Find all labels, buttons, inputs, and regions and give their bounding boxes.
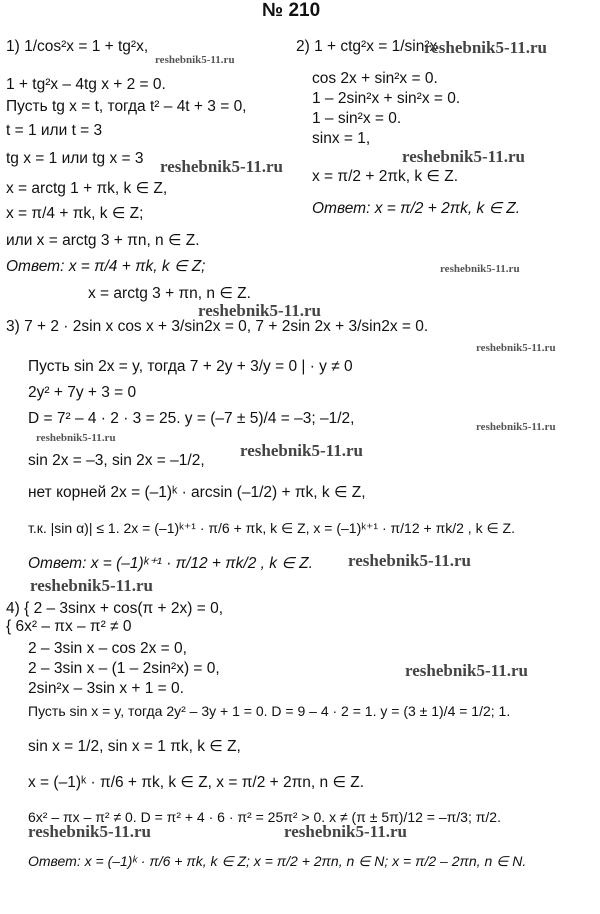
watermark: reshebnik5-11.ru [198,301,321,320]
watermark: reshebnik5-11.ru [155,54,235,66]
watermark: reshebnik5-11.ru [284,822,407,841]
watermark: reshebnik5-11.ru [160,157,283,176]
p1-line-8: или x = arctg 3 + πn, n ∈ Z. [6,232,200,249]
p1-line-1: 1) 1/cos²x = 1 + tg²x, [6,38,149,55]
p3-line-6: нет корней 2x = (–1)ᵏ · arcsin (–1/2) + πk, k ∈ Z, [28,484,366,501]
p2-line-2: cos 2x + sin²x = 0. [312,70,438,87]
page-title: № 210 [262,0,321,21]
p3-line-2: Пусть sin 2x = y, тогда 7 + 2y + 3/y = 0 | · y ≠ 0 [28,358,353,375]
p4-line-2: { 6x² – πx – π² ≠ 0 [6,618,132,635]
watermark: reshebnik5-11.ru [36,432,116,444]
watermark: reshebnik5-11.ru [440,263,520,275]
p1-line-6: x = arctg 1 + πk, k ∈ Z, [6,180,168,197]
watermark: reshebnik5-11.ru [348,551,471,570]
p2-line-1: 2) 1 + ctg²x = 1/sin²x [296,38,438,55]
p2-answer: Ответ: x = π/2 + 2πk, k ∈ Z. [312,200,521,217]
watermark: reshebnik5-11.ru [405,661,528,680]
p2-line-3: 1 – 2sin²x + sin²x = 0. [312,90,461,107]
p4-line-6: Пусть sin x = y, тогда 2y² – 3y + 1 = 0. D = 9 – 4 · 2 = 1. y = (3 ± 1)/4 = 1/2; 1. [28,703,511,719]
p4-line-3: 2 – 3sin x – cos 2x = 0, [28,640,187,657]
p2-line-6: x = π/2 + 2πk, k ∈ Z. [312,168,459,185]
p4-line-9: 6x² – πx – π² ≠ 0. D = π² + 4 · 6 · π² = 25π² > 0. x ≠ (π ± 5π)/12 = –π/3; π/2. [28,809,501,825]
p4-answer: Ответ: x = (–1)ᵏ · π/6 + πk, k ∈ Z; x = π/2 + 2πn, n ∈ N; x = π/2 – 2πn, n ∈ N. [28,853,527,869]
p1-line-3: Пусть tg x = t, тогда t² – 4t + 3 = 0, [6,98,247,115]
p1-line-5: tg x = 1 или tg x = 3 [6,150,144,167]
p4-line-7: sin x = 1/2, sin x = 1 πk, k ∈ Z, [28,738,241,755]
p3-line-7: т.к. |sin α)| ≤ 1. 2x = (–1)ᵏ⁺¹ · π/6 + πk, k ∈ Z, x = (–1)ᵏ⁺¹ · π/12 + πk/2 , k ∈ Z. [28,520,515,536]
watermark: reshebnik5-11.ru [476,342,556,354]
p1-line-7: x = π/4 + πk, k ∈ Z; [6,205,144,222]
watermark: reshebnik5-11.ru [28,822,151,841]
p1-answer-1: Ответ: x = π/4 + πk, k ∈ Z; [6,258,206,275]
watermark: reshebnik5-11.ru [476,421,556,433]
p3-line-1: 3) 7 + 2 · 2sin x cos x + 3/sin2x = 0, 7 + 2sin 2x + 3/sin2x = 0. [6,318,429,335]
p4-line-1: 4) { 2 – 3sinx + cos(π + 2x) = 0, [6,600,224,617]
p1-line-2: 1 + tg²x – 4tg x + 2 = 0. [6,76,166,93]
p2-line-5: sinx = 1, [312,130,371,147]
watermark: reshebnik5-11.ru [402,147,525,166]
p3-line-3: 2y² + 7y + 3 = 0 [28,384,137,401]
p4-line-5: 2sin²x – 3sin x + 1 = 0. [28,680,184,697]
p4-line-8: x = (–1)ᵏ · π/6 + πk, k ∈ Z, x = π/2 + 2πn, n ∈ Z. [28,774,365,791]
p1-line-4: t = 1 или t = 3 [6,122,103,139]
watermark: reshebnik5-11.ru [30,576,153,595]
p3-line-4: D = 7² – 4 · 2 · 3 = 25. y = (–7 ± 5)/4 = –3; –1/2, [28,410,355,427]
p2-line-4: 1 – sin²x = 0. [312,110,402,127]
p4-line-4: 2 – 3sin x – (1 – 2sin²x) = 0, [28,660,220,677]
watermark: reshebnik5-11.ru [424,38,547,57]
p3-line-5: sin 2x = –3, sin 2x = –1/2, [28,452,205,469]
p3-answer: Ответ: x = (–1)ᵏ⁺¹ · π/12 + πk/2 , k ∈ Z. [28,555,313,572]
watermark: reshebnik5-11.ru [240,441,363,460]
p1-answer-2: x = arctg 3 + πn, n ∈ Z. [88,285,251,302]
